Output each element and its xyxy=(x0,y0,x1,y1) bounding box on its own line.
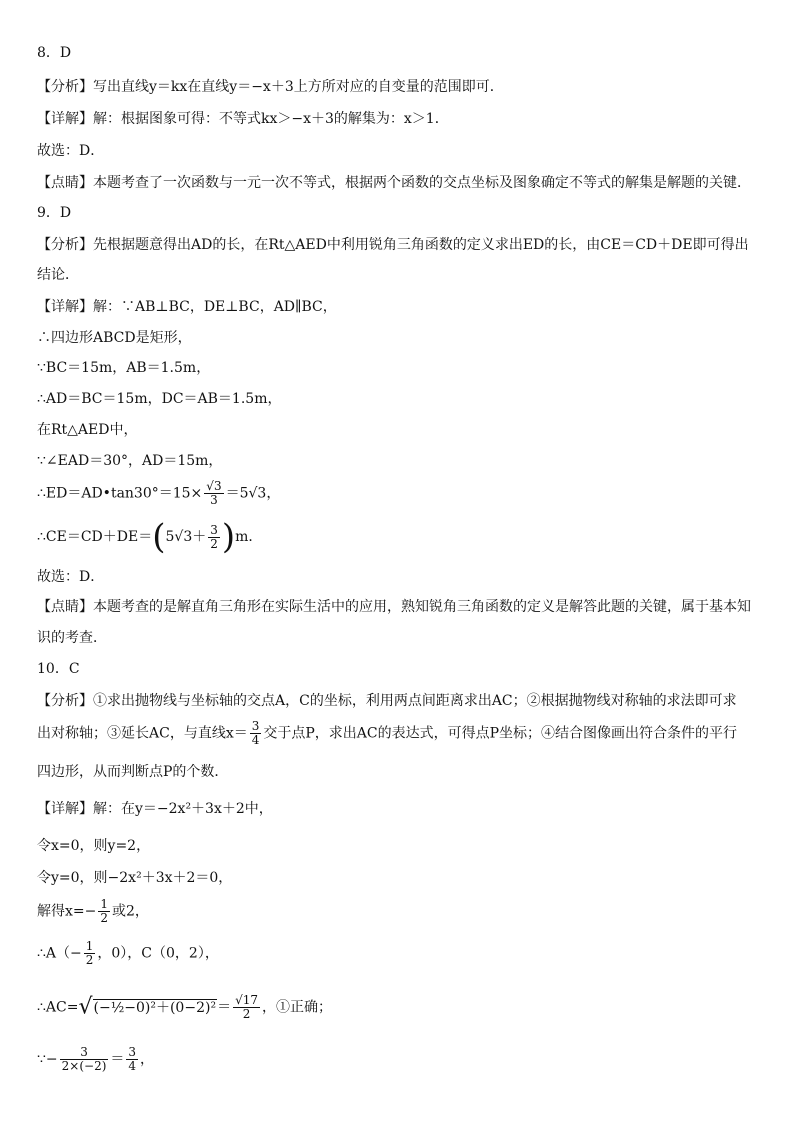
q9-detail-7-denominator: 3 xyxy=(210,493,218,507)
q9-detail-7-numerator: √3 xyxy=(206,479,222,493)
q10-detail-7-numerator-1: 3 xyxy=(60,1046,109,1060)
q10-detail-6-post: ，①正确； xyxy=(261,999,332,1016)
q10-analysis-3: 四边形，从而判断点P的个数． xyxy=(37,764,229,780)
q10-detail-6 xyxy=(37,994,332,1021)
q9-detail-7-fraction xyxy=(204,480,223,507)
q10-analysis-2-pre: 出对称轴；③延长AC，与直线x＝ xyxy=(37,725,248,742)
q9-detail-3: ∵BC＝15m，AB＝1.5m， xyxy=(37,360,211,376)
q9-analysis-1: 【分析】先根据题意得出AD的长，在Rt△AED中利用锐角三角函数的定义求出ED的长，由CE＝CD＋DE即可得出 xyxy=(37,237,749,253)
q9-detail-1: 【详解】解：∵AB⊥BC，DE⊥BC，AD∥BC， xyxy=(37,299,337,315)
q9-detail-7-pre: ∴ED＝AD•tan30°＝15× xyxy=(37,485,203,502)
q10-detail-4-post: 或2， xyxy=(112,903,149,920)
q10-detail-1: 【详解】解：在y＝−2x²＋3x＋2中， xyxy=(37,801,273,817)
q10-detail-5-numerator: 1 xyxy=(85,939,94,953)
q9-comment-1: 【点睛】本题考查的是解直角三角形在实际生活中的应用，熟知锐角三角函数的定义是解答此题的关键，属于基本知 xyxy=(37,599,751,615)
q9-choice: 故选：D． xyxy=(37,569,105,585)
q10-detail-7-numerator-2: 3 xyxy=(128,1045,137,1059)
q10-analysis-1: 【分析】①求出抛物线与坐标轴的交点A，C的坐标，利用两点间距离求出AC；②根据抛物线对称轴的求法即可求 xyxy=(37,693,737,709)
q10-detail-7-denominator-1: 2×(−2) xyxy=(61,1059,107,1073)
q10-detail-7-pre: ∵− xyxy=(37,1051,58,1068)
q10-analysis-2-numerator: 3 xyxy=(251,719,260,733)
q9-detail-8-pre: ∴CE＝CD＋DE＝ xyxy=(37,529,153,545)
q9-detail-5: 在Rt△AED中， xyxy=(37,422,138,438)
q10-detail-5-pre: ∴A（− xyxy=(37,945,82,962)
q10-detail-5-fraction xyxy=(84,940,96,967)
q10-answer: 10．C xyxy=(37,661,80,677)
q9-comment-2: 识的考查． xyxy=(37,630,107,646)
q10-detail-6-denominator: 2 xyxy=(242,1007,251,1021)
q8-detail: 【详解】解：根据图象可得：不等式kx＞−x＋3的解集为：x＞1． xyxy=(37,111,449,127)
q9-detail-8-fraction xyxy=(208,524,220,551)
q10-analysis-2-fraction xyxy=(250,720,262,747)
q10-analysis-2 xyxy=(37,720,737,747)
q9-detail-4: ∴AD＝BC＝15m，DC＝AB＝1.5m， xyxy=(37,391,282,407)
q10-detail-4-numerator: 1 xyxy=(100,897,108,911)
q10-detail-5-denominator: 2 xyxy=(85,953,94,967)
q10-detail-7-fraction-2 xyxy=(126,1046,138,1073)
q10-detail-6-numerator: √17 xyxy=(235,993,258,1007)
q9-detail-7 xyxy=(37,480,280,507)
q9-detail-8-post: m． xyxy=(235,529,263,545)
left-paren-icon: ( xyxy=(152,517,166,557)
q10-detail-4 xyxy=(37,898,149,925)
q9-detail-8-denominator: 2 xyxy=(210,536,218,551)
q10-detail-6-eq: ＝ xyxy=(217,999,232,1016)
right-paren-icon: ) xyxy=(221,517,236,557)
q9-detail-8 xyxy=(37,517,263,557)
q10-detail-5 xyxy=(37,940,219,967)
q10-detail-7-post: ， xyxy=(140,1051,155,1068)
q10-detail-5-post: ，0），C（0，2）， xyxy=(97,945,219,962)
q10-detail-6-pre: ∴AC= xyxy=(37,999,79,1016)
q10-detail-6-fraction xyxy=(233,994,260,1021)
q8-analysis: 【分析】写出直线y＝kx在直线y＝−x＋3上方所对应的自变量的范围即可． xyxy=(37,79,504,95)
q9-detail-6: ∵∠EAD＝30°，AD＝15m， xyxy=(37,453,223,469)
q10-detail-4-pre: 解得x=− xyxy=(37,903,97,920)
q10-detail-4-denominator: 2 xyxy=(100,911,108,925)
q9-analysis-2: 结论． xyxy=(37,267,79,283)
q10-detail-2: 令x=0，则y=2， xyxy=(37,838,151,854)
q9-answer: 9．D xyxy=(37,205,72,221)
q10-detail-7 xyxy=(37,1046,154,1073)
q10-detail-7-fraction-1 xyxy=(60,1046,109,1073)
q9-detail-7-post: ＝5√3， xyxy=(225,485,281,502)
q10-analysis-2-denominator: 4 xyxy=(251,733,260,747)
q8-choice: 故选：D． xyxy=(37,143,105,159)
q9-detail-8-a: 5√3＋ xyxy=(165,529,207,545)
q9-detail-2: ∴四边形ABCD是矩形， xyxy=(37,330,192,346)
q8-answer: 8．D xyxy=(37,45,72,61)
q9-detail-8-numerator: 3 xyxy=(210,522,218,537)
q8-comment: 【点睛】本题考查了一次函数与一元一次不等式，根据两个函数的交点坐标及图象确定不等式的解集是解题的关键． xyxy=(37,175,751,191)
q10-detail-7-eq: ＝ xyxy=(110,1051,125,1068)
q10-detail-4-fraction xyxy=(98,898,110,925)
q10-detail-6-radicand: (−½−0)²＋(0−2)² xyxy=(93,999,217,1016)
q10-detail-7-denominator-2: 4 xyxy=(128,1059,137,1073)
sqrt-icon: √ xyxy=(78,994,93,1020)
q10-analysis-2-post: 交于点P，求出AC的表达式，可得点P坐标；④结合图像画出符合条件的平行 xyxy=(263,725,738,742)
q10-detail-3: 令y=0，则−2x²＋3x＋2＝0， xyxy=(37,870,233,886)
